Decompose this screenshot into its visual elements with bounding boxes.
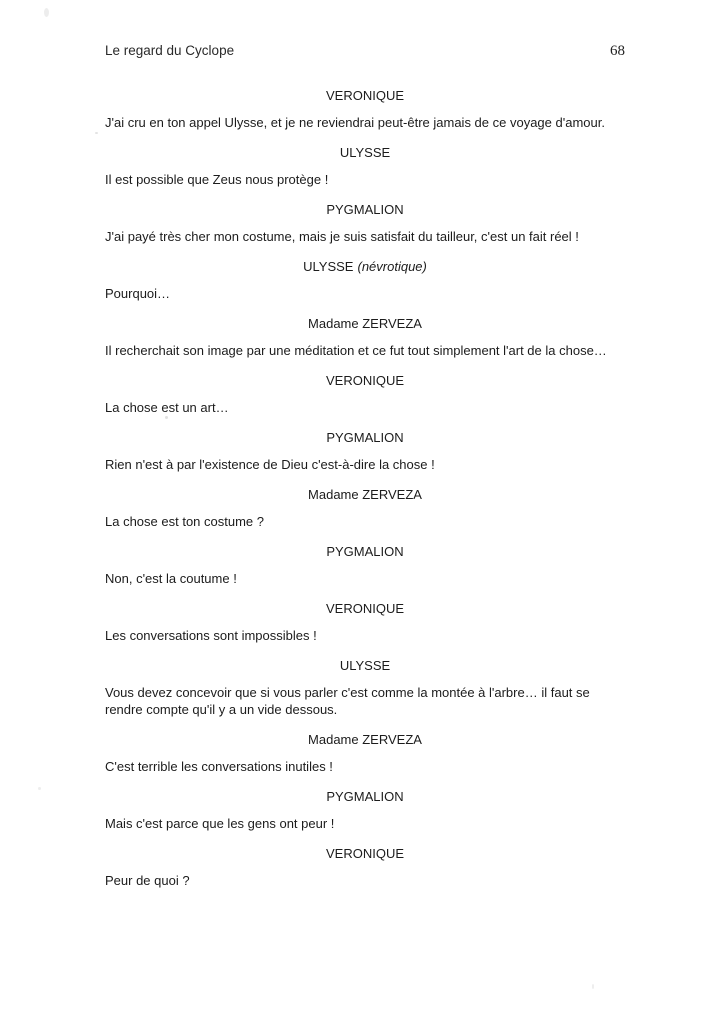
speech-line: C'est terrible les conversations inutiles ! xyxy=(105,759,333,774)
dialogue-cue xyxy=(105,543,625,587)
character-heading xyxy=(105,258,625,275)
speech-line: Les conversations sont impossibles ! xyxy=(105,628,317,643)
stage-direction: (névrotique) xyxy=(357,259,427,274)
speech-line: Rien n'est à par l'existence de Dieu c'est-à-dire la chose ! xyxy=(105,457,435,472)
dialogue-cue xyxy=(105,845,625,889)
character-name: PYGMALION xyxy=(326,202,404,217)
dialogue-cue xyxy=(105,657,625,718)
speech-line: La chose est ton costume ? xyxy=(105,514,264,529)
speech-line: Mais c'est parce que les gens ont peur ! xyxy=(105,816,335,831)
dialogue-cue xyxy=(105,315,625,359)
running-title: Le regard du Cyclope xyxy=(105,43,235,58)
speech-line: Il recherchait son image par une méditation et ce fut tout simplement l'art de la chose… xyxy=(105,343,607,358)
speech-line: Non, c'est la coutume ! xyxy=(105,571,237,586)
scan-artifact xyxy=(95,132,98,134)
speech-line: Il est possible que Zeus nous protège ! xyxy=(105,172,329,187)
character-heading xyxy=(105,845,625,862)
dialogue-cue xyxy=(105,429,625,473)
character-heading xyxy=(105,657,625,674)
dialogue-cue xyxy=(105,372,625,416)
page-header xyxy=(105,42,625,60)
character-heading xyxy=(105,429,625,446)
character-name: ULYSSE xyxy=(303,259,354,274)
dialogue-cue xyxy=(105,731,625,775)
character-name: VERONIQUE xyxy=(325,601,404,616)
character-heading xyxy=(105,372,625,389)
dialogue-cue xyxy=(105,486,625,530)
character-name: PYGMALION xyxy=(326,544,404,559)
speech-line: La chose est un art… xyxy=(105,400,229,415)
character-heading xyxy=(105,731,625,748)
character-name: VERONIQUE xyxy=(325,88,404,103)
dialogue-cue xyxy=(105,144,625,188)
dialogue-cue xyxy=(105,201,625,245)
character-heading xyxy=(105,543,625,560)
character-name: VERONIQUE xyxy=(325,373,404,388)
speech-line: Peur de quoi ? xyxy=(105,873,190,888)
dialogue-cue xyxy=(105,258,625,302)
speech-line: Vous devez concevoir que si vous parler c'est comme la montée à l'arbre… il faut se rendre compte qu'il y a un vide dessous. xyxy=(105,685,590,717)
scan-artifact xyxy=(44,8,49,17)
character-name: Madame ZERVEZA xyxy=(308,316,422,331)
speech-line: Pourquoi… xyxy=(105,286,171,301)
character-heading xyxy=(105,87,625,104)
character-name: VERONIQUE xyxy=(325,846,404,861)
speech-line: J'ai cru en ton appel Ulysse, et je ne reviendrai peut-être jamais de ce voyage d'amour. xyxy=(105,115,605,130)
character-heading xyxy=(105,788,625,805)
character-heading xyxy=(105,201,625,218)
character-name: ULYSSE xyxy=(339,145,391,160)
dialogue-cue xyxy=(105,600,625,644)
speech-line: J'ai payé très cher mon costume, mais je suis satisfait du tailleur, c'est un fait réel ! xyxy=(105,229,579,244)
scan-artifact xyxy=(38,787,41,790)
page-number: 68 xyxy=(610,43,625,59)
character-name: PYGMALION xyxy=(326,430,404,445)
character-heading xyxy=(105,144,625,161)
scan-artifact xyxy=(592,984,594,989)
character-name: PYGMALION xyxy=(326,789,404,804)
dialogue-cue xyxy=(105,87,625,131)
dialogue-list xyxy=(105,87,625,889)
character-name: Madame ZERVEZA xyxy=(308,487,422,502)
character-heading xyxy=(105,486,625,503)
character-heading xyxy=(105,315,625,332)
character-name: ULYSSE xyxy=(339,658,391,673)
character-heading xyxy=(105,600,625,617)
character-name: Madame ZERVEZA xyxy=(308,732,422,747)
dialogue-cue xyxy=(105,788,625,832)
